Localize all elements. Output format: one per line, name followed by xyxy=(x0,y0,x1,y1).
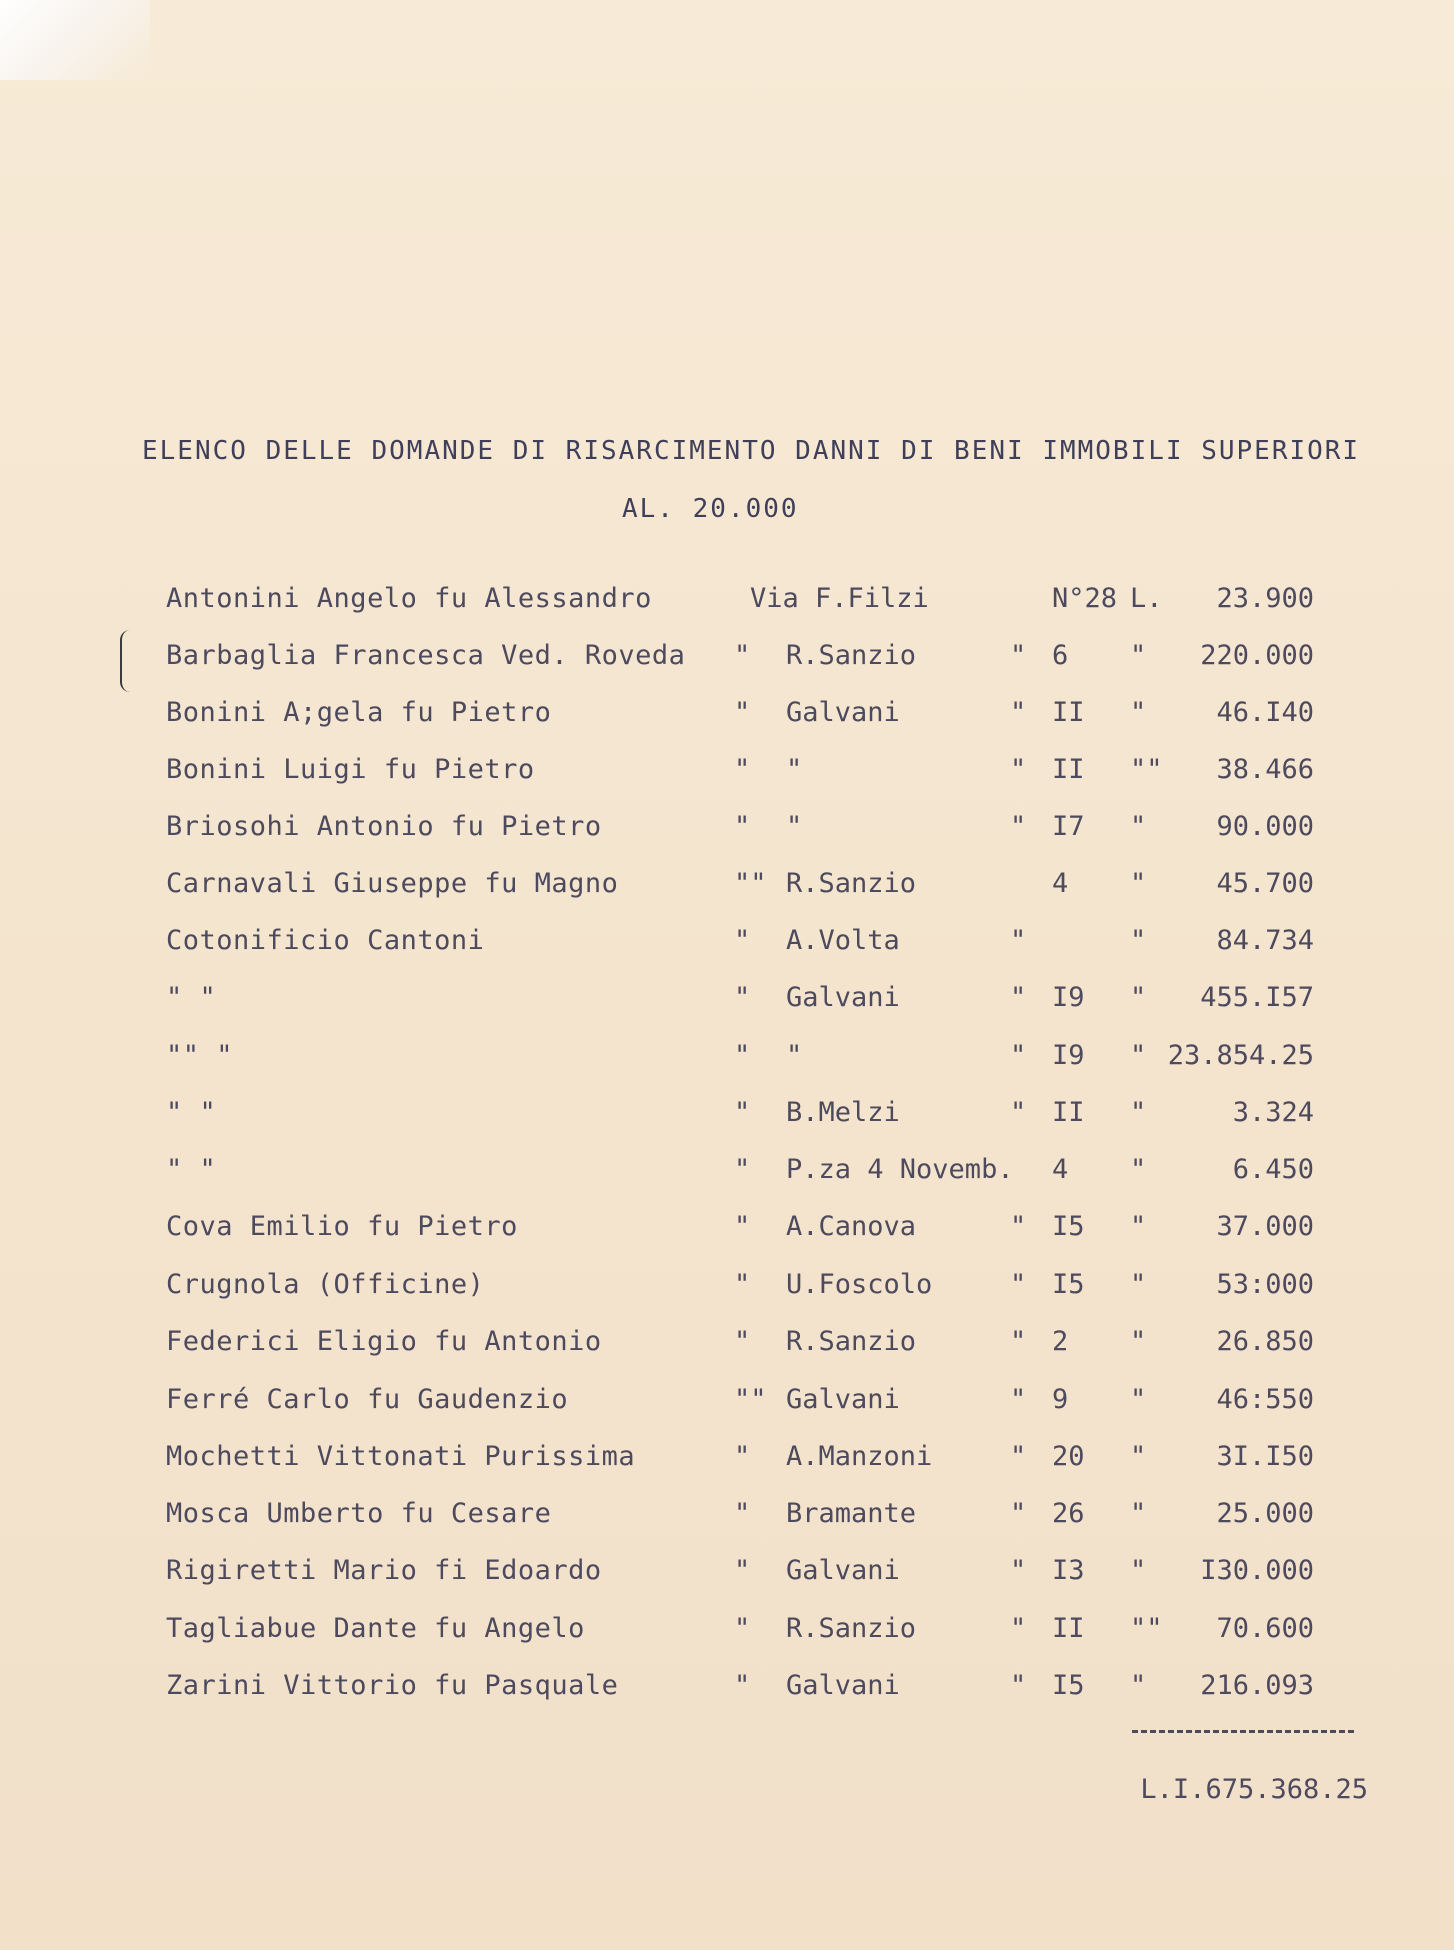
ditto-mark: " xyxy=(1010,1040,1027,1071)
claim-amount: 38.466 xyxy=(1216,754,1314,785)
list-item xyxy=(0,1154,1454,1194)
ditto-mark: " xyxy=(1130,982,1147,1013)
ditto-mark: " xyxy=(1130,868,1147,899)
ditto-mark: "" xyxy=(1130,754,1163,785)
street-number: I5 xyxy=(1052,1269,1085,1300)
ditto-mark: " xyxy=(734,1555,751,1586)
street-name: Galvani xyxy=(786,697,900,728)
claim-amount: 26.850 xyxy=(1216,1326,1314,1357)
claimant-name: Ferré Carlo fu Gaudenzio xyxy=(166,1384,569,1415)
list-item xyxy=(0,1670,1454,1710)
street-name: R.Sanzio xyxy=(786,868,917,899)
street-name: U.Foscolo xyxy=(786,1269,933,1300)
street-name: P.za 4 Novemb. xyxy=(786,1154,1014,1185)
claim-amount: 84.734 xyxy=(1216,925,1314,956)
list-item xyxy=(0,1269,1454,1309)
ditto-mark: " xyxy=(1130,1384,1147,1415)
ditto-mark: " xyxy=(734,1613,751,1644)
claim-amount: 46.I40 xyxy=(1216,697,1314,728)
claimant-name: " " xyxy=(166,1097,217,1128)
ditto-mark: " xyxy=(734,811,751,842)
ditto-mark: " xyxy=(1010,640,1027,671)
claimant-name: Cotonificio Cantoni xyxy=(166,925,485,956)
list-item xyxy=(0,982,1454,1022)
street-number: 9 xyxy=(1052,1384,1069,1415)
street-number: 26 xyxy=(1052,1498,1085,1529)
claim-amount: 216.093 xyxy=(1200,1670,1314,1701)
street-number: 6 xyxy=(1052,640,1069,671)
street-number: 4 xyxy=(1052,1154,1069,1185)
list-item xyxy=(0,754,1454,794)
street-number: II xyxy=(1052,1097,1085,1128)
list-item xyxy=(0,811,1454,851)
list-item xyxy=(0,1498,1454,1538)
claimant-name: "" " xyxy=(166,1040,234,1071)
street-number: 2 xyxy=(1052,1326,1069,1357)
street-name: " xyxy=(786,811,803,842)
ditto-mark: " xyxy=(734,1670,751,1701)
street-number: I9 xyxy=(1052,1040,1085,1071)
list-item xyxy=(0,868,1454,908)
claimant-name: Mochetti Vittonati Purissima xyxy=(166,1441,636,1472)
claim-amount: 53:000 xyxy=(1216,1269,1314,1300)
ditto-mark: " xyxy=(1010,1326,1027,1357)
ditto-mark: " xyxy=(1010,982,1027,1013)
claimant-name: Federici Eligio fu Antonio xyxy=(166,1326,602,1357)
list-item xyxy=(0,925,1454,965)
ditto-mark: " xyxy=(734,982,751,1013)
street-name: " xyxy=(786,754,803,785)
claimant-name: " " xyxy=(166,1154,217,1185)
ditto-mark: " xyxy=(734,1269,751,1300)
street-name: B.Melzi xyxy=(786,1097,900,1128)
grand-total: L.I.675.368.25 xyxy=(1140,1774,1368,1805)
ditto-mark: L. xyxy=(1130,583,1163,614)
street-number: II xyxy=(1052,697,1085,728)
street-name: Bramante xyxy=(786,1498,917,1529)
ditto-mark: " xyxy=(734,1097,751,1128)
claim-amount: 70.600 xyxy=(1216,1613,1314,1644)
ditto-mark: " xyxy=(1130,1498,1147,1529)
ditto-mark: "" xyxy=(1130,1613,1163,1644)
list-item xyxy=(0,1555,1454,1595)
list-item xyxy=(0,1613,1454,1653)
ditto-mark: " xyxy=(734,697,751,728)
ditto-mark: " xyxy=(1010,754,1027,785)
ditto-mark: " xyxy=(1130,1326,1147,1357)
list-item xyxy=(0,697,1454,737)
ditto-mark: " xyxy=(1130,640,1147,671)
street-number: I9 xyxy=(1052,982,1085,1013)
ditto-mark: " xyxy=(1130,1154,1147,1185)
claim-amount: 25.000 xyxy=(1216,1498,1314,1529)
list-item xyxy=(0,1097,1454,1137)
claim-amount: I30.000 xyxy=(1200,1555,1314,1586)
list-item xyxy=(0,1384,1454,1424)
street-name: Galvani xyxy=(786,982,900,1013)
street-name: R.Sanzio xyxy=(786,1326,917,1357)
street-name: Galvani xyxy=(786,1384,900,1415)
claim-amount: 23.900 xyxy=(1216,583,1314,614)
claimant-name: Tagliabue Dante fu Angelo xyxy=(166,1613,585,1644)
ditto-mark: " xyxy=(734,1211,751,1242)
claimant-name: Cova Emilio fu Pietro xyxy=(166,1211,518,1242)
list-item xyxy=(0,640,1454,680)
claim-amount: 23.854.25 xyxy=(1167,1040,1314,1071)
claim-amount: 220.000 xyxy=(1200,640,1314,671)
claim-amount: 6.450 xyxy=(1232,1154,1314,1185)
ditto-mark: " xyxy=(1010,811,1027,842)
ditto-mark: " xyxy=(1130,1211,1147,1242)
list-item xyxy=(0,1211,1454,1251)
street-name: Galvani xyxy=(786,1555,900,1586)
ditto-mark: " xyxy=(1130,1269,1147,1300)
street-number: II xyxy=(1052,754,1085,785)
ditto-mark: " xyxy=(1130,1555,1147,1586)
street-number: 20 xyxy=(1052,1441,1085,1472)
ditto-mark: " xyxy=(734,640,751,671)
ditto-mark: "" xyxy=(734,1384,767,1415)
street-number: II xyxy=(1052,1613,1085,1644)
claim-amount: 3I.I50 xyxy=(1216,1441,1314,1472)
ditto-mark: " xyxy=(1130,1441,1147,1472)
street-number: 4 xyxy=(1052,868,1069,899)
ditto-mark: " xyxy=(1130,1040,1147,1071)
claim-amount: 46:550 xyxy=(1216,1384,1314,1415)
street-number: N°28 xyxy=(1052,583,1118,614)
ditto-mark: " xyxy=(1130,811,1147,842)
claim-amount: 90.000 xyxy=(1216,811,1314,842)
ditto-mark: " xyxy=(734,1154,751,1185)
ditto-mark: " xyxy=(734,1441,751,1472)
claimant-name: Briosohi Antonio fu Pietro xyxy=(166,811,602,842)
ditto-mark: " xyxy=(1010,1097,1027,1128)
ditto-mark: " xyxy=(1130,925,1147,956)
street-number: I7 xyxy=(1052,811,1085,842)
ditto-mark: " xyxy=(734,1040,751,1071)
ditto-mark: " xyxy=(1010,1441,1027,1472)
claimant-name: Barbaglia Francesca Ved. Roveda xyxy=(166,640,686,671)
list-item xyxy=(0,583,1454,623)
list-item xyxy=(0,1326,1454,1366)
street-number: I5 xyxy=(1052,1670,1085,1701)
street-name: R.Sanzio xyxy=(786,640,917,671)
total-rule xyxy=(1132,1730,1354,1733)
claimant-name: Carnavali Giuseppe fu Magno xyxy=(166,868,619,899)
street-name: " xyxy=(786,1040,803,1071)
ditto-mark: " xyxy=(1010,1670,1027,1701)
ditto-mark: " xyxy=(1130,1097,1147,1128)
street-number: I3 xyxy=(1052,1555,1085,1586)
claimant-name: Bonini A;gela fu Pietro xyxy=(166,697,552,728)
document-title: ELENCO DELLE DOMANDE DI RISARCIMENTO DANNI DI BENI IMMOBILI SUPERIORI xyxy=(142,436,1361,466)
ditto-mark: " xyxy=(1130,697,1147,728)
claim-amount: 455.I57 xyxy=(1200,982,1314,1013)
ditto-mark: " xyxy=(734,1326,751,1357)
ditto-mark: " xyxy=(1010,925,1027,956)
claimant-name: Bonini Luigi fu Pietro xyxy=(166,754,535,785)
ditto-mark: " xyxy=(1010,1498,1027,1529)
claim-amount: 37.000 xyxy=(1216,1211,1314,1242)
claimant-name: Crugnola (Officine) xyxy=(166,1269,485,1300)
ditto-mark: " xyxy=(1010,1269,1027,1300)
ditto-mark: " xyxy=(1010,1211,1027,1242)
list-item xyxy=(0,1441,1454,1481)
ditto-mark: "" xyxy=(734,868,767,899)
ditto-mark: " xyxy=(1130,1670,1147,1701)
street-name: A.Volta xyxy=(786,925,900,956)
claimant-name: Antonini Angelo fu Alessandro xyxy=(166,583,652,614)
street-name: R.Sanzio xyxy=(786,1613,917,1644)
claimant-name: Mosca Umberto fu Cesare xyxy=(166,1498,552,1529)
claimant-name: Zarini Vittorio fu Pasquale xyxy=(166,1670,619,1701)
street-name: Via F.Filzi xyxy=(750,583,929,614)
ditto-mark: " xyxy=(1010,1555,1027,1586)
street-name: A.Canova xyxy=(786,1211,917,1242)
claim-amount: 3.324 xyxy=(1232,1097,1314,1128)
ditto-mark: " xyxy=(734,754,751,785)
document-subtitle: AL. 20.000 xyxy=(622,494,799,524)
list-item xyxy=(0,1040,1454,1080)
ditto-mark: " xyxy=(1010,697,1027,728)
ditto-mark: " xyxy=(1010,1384,1027,1415)
ditto-mark: " xyxy=(734,1498,751,1529)
ditto-mark: " xyxy=(1010,1613,1027,1644)
torn-corner xyxy=(0,0,150,80)
street-number: I5 xyxy=(1052,1211,1085,1242)
claim-amount: 45.700 xyxy=(1216,868,1314,899)
street-name: A.Manzoni xyxy=(786,1441,933,1472)
ditto-mark: " xyxy=(734,925,751,956)
claimant-name: Rigiretti Mario fi Edoardo xyxy=(166,1555,602,1586)
street-name: Galvani xyxy=(786,1670,900,1701)
claimant-name: " " xyxy=(166,982,217,1013)
